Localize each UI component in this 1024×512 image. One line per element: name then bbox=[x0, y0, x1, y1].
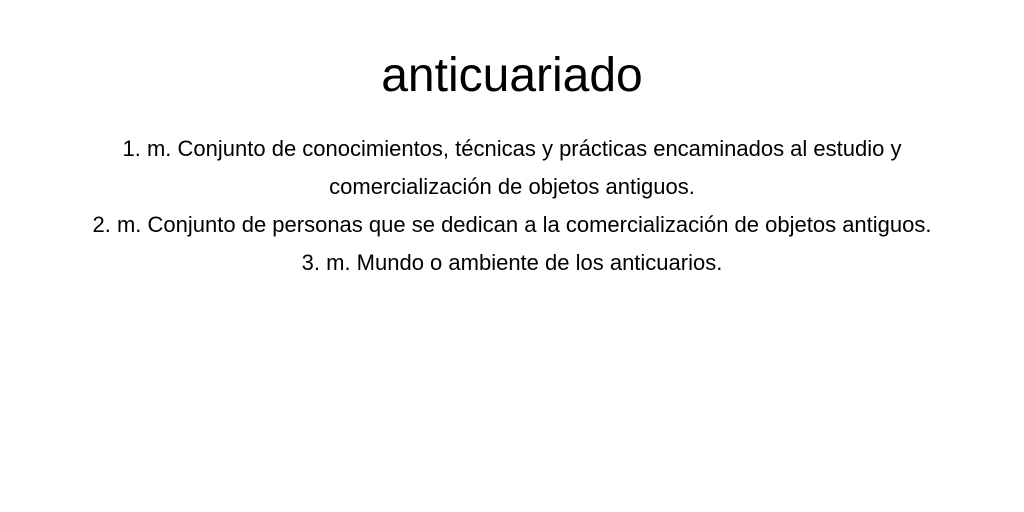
definition-item: 3. m. Mundo o ambiente de los anticuarios. bbox=[301, 250, 723, 275]
definition-item: 1. m. Conjunto de conocimientos, técnicas y prácticas encaminados al estudio y comercialización de objetos antiguos. bbox=[122, 136, 902, 199]
definitions-list bbox=[52, 130, 972, 282]
definition-item: 2. m. Conjunto de personas que se dedican a la comercialización de objetos antiguos. bbox=[92, 212, 932, 237]
headword: anticuariado bbox=[381, 49, 643, 102]
